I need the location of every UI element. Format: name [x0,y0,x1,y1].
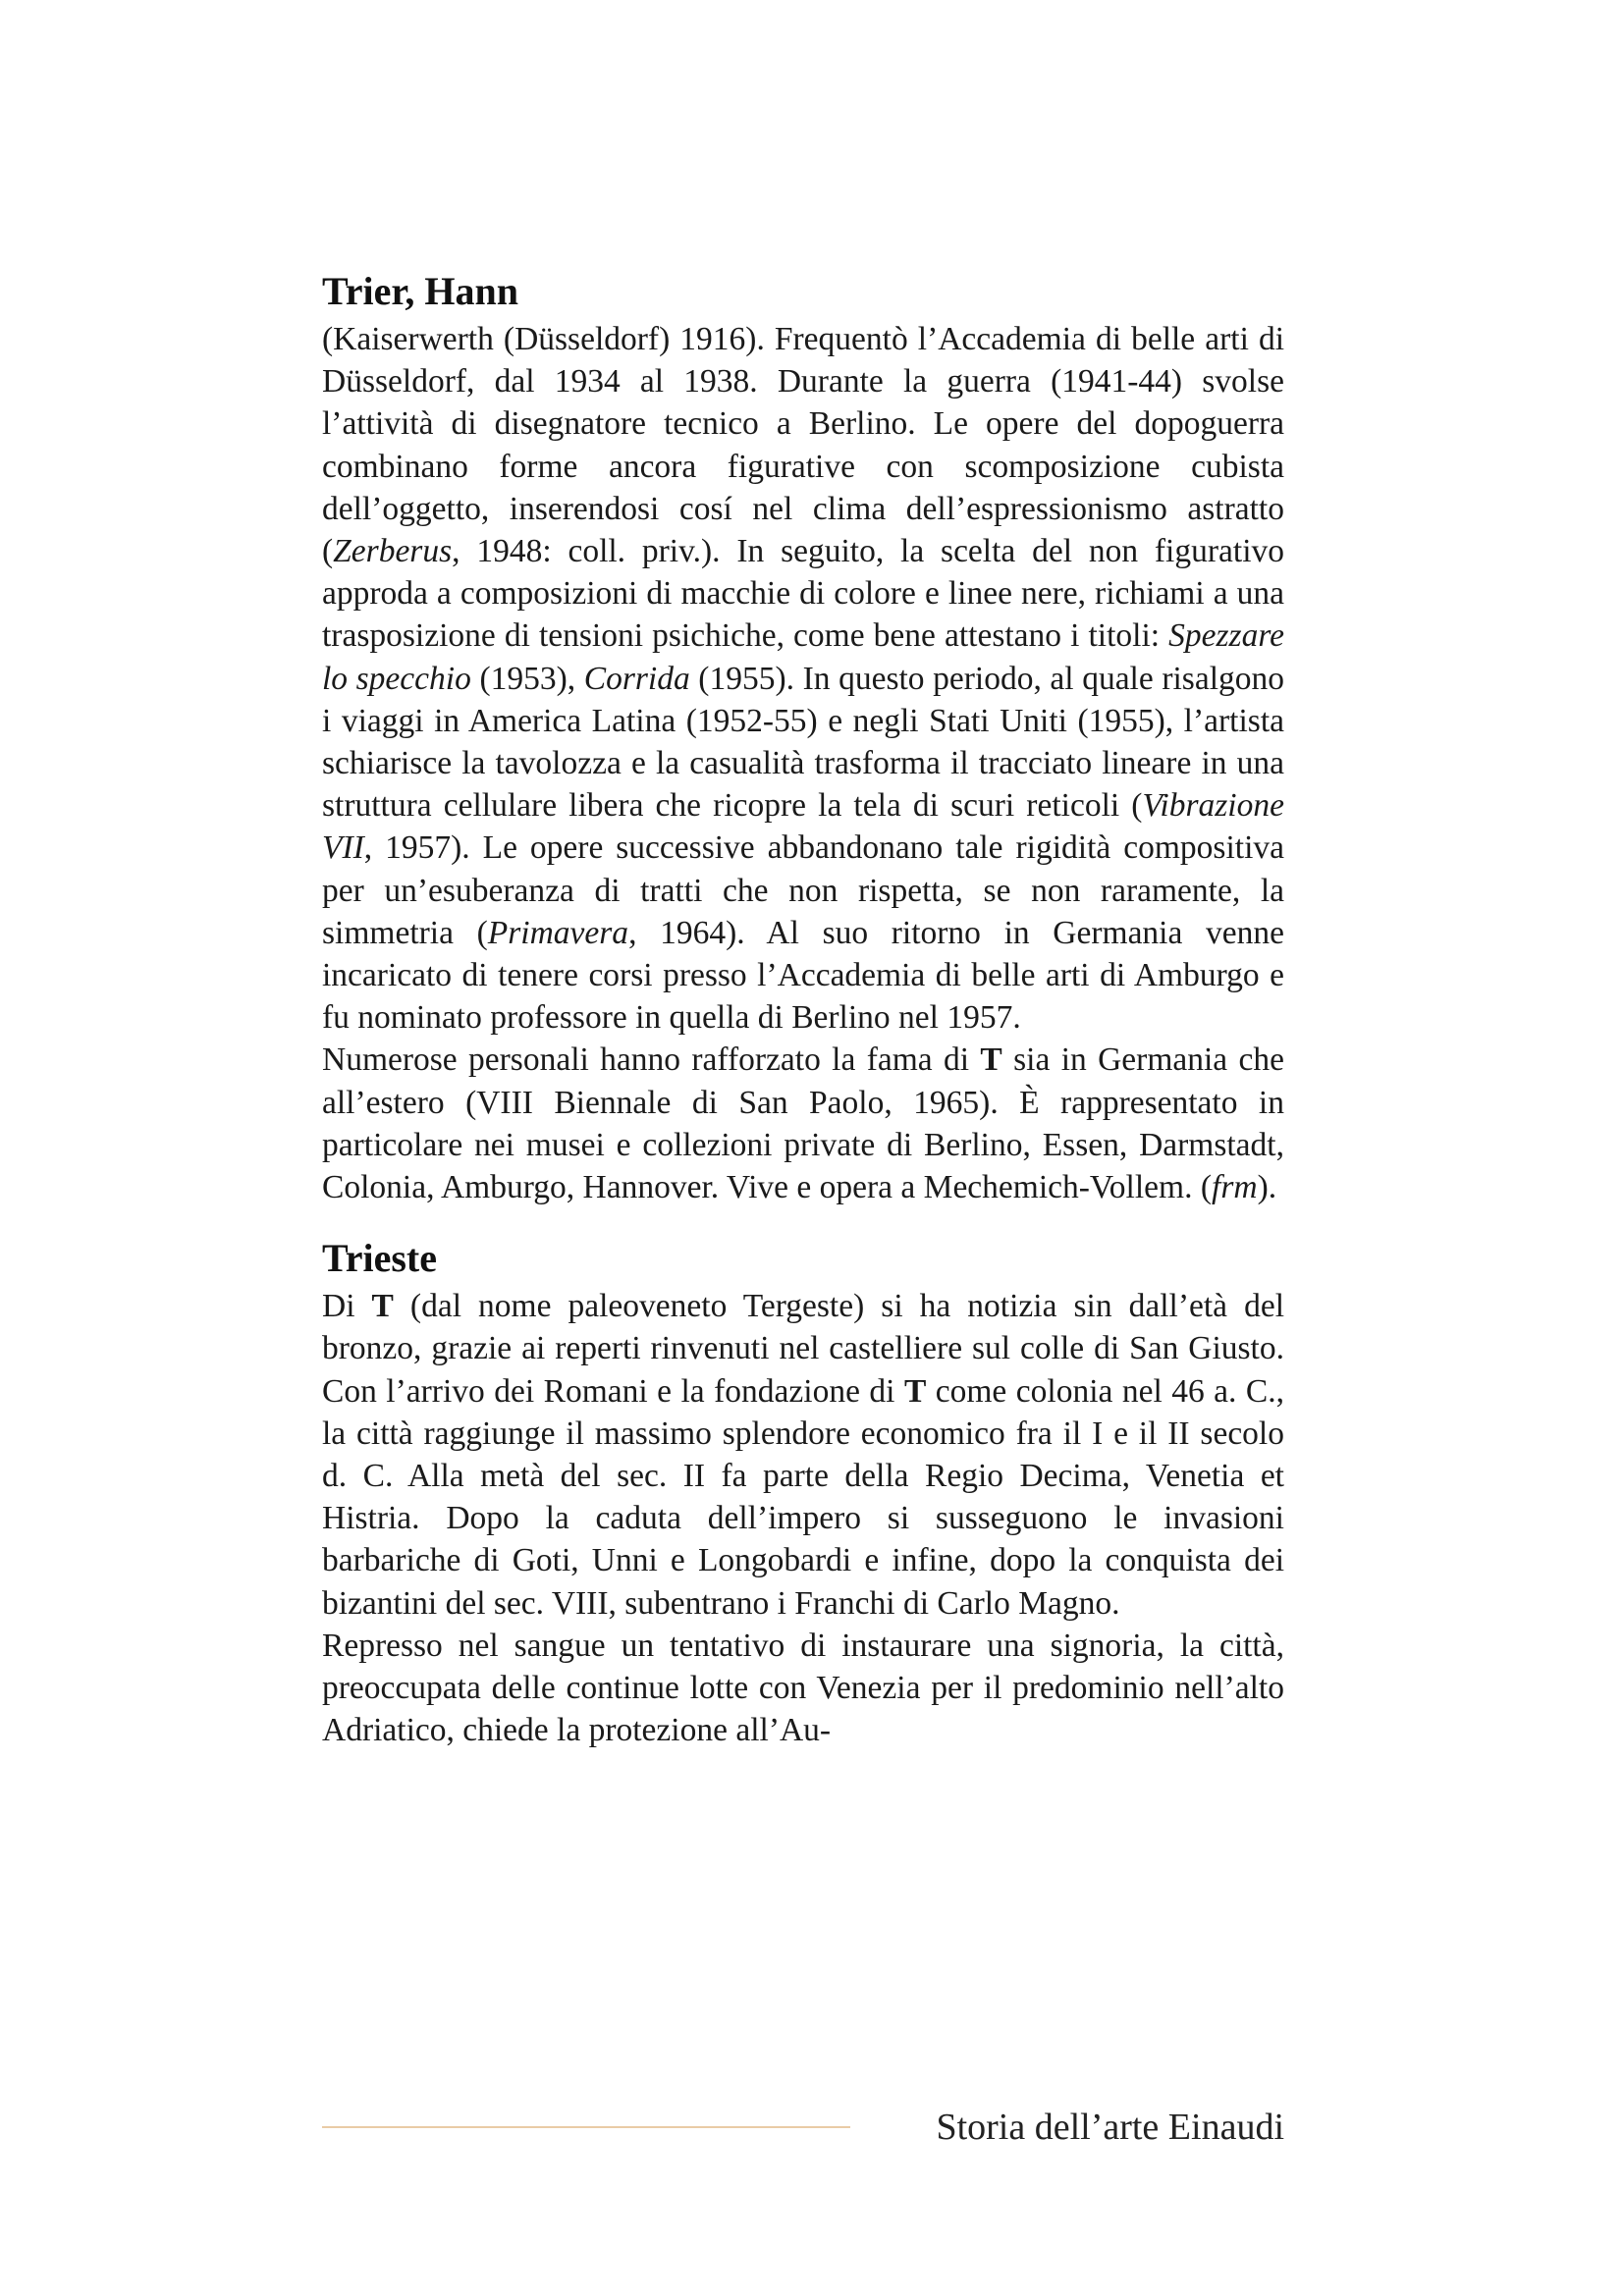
italic-title-span: frm [1212,1169,1258,1206]
italic-title-span: Spezzare lo specchio [322,617,1284,697]
page-content [322,265,1284,1752]
entry-body [322,1285,1284,1751]
entry-trier-hann [322,265,1284,1208]
paragraph [322,1285,1284,1625]
entry-body [322,318,1284,1208]
entry-trieste [322,1232,1284,1751]
entry-title: Trier, Hann [322,269,519,313]
text-run: , 1964). Al suo ritorno in Germania venne incaricato di tenere corsi presso l’Accademia di belle arti di Amburgo e fu nominato professore in quella di Berlino nel 1957. [322,914,1285,1037]
text-run: sia in Germania che all’estero (VIII Biennale di San Paolo, 1965). È rappresentato in particolare nei musei e collezioni private di Berlino, Essen, Darmstadt, Colonia, Amburgo, Hannover. Vive e opera a Mechemich-Vollem. ( [322,1041,1285,1206]
italic-title-span: Corrida [583,660,690,697]
paragraph [322,318,1284,1039]
footer-publication-title: Storia dell’arte Einaudi [936,2107,1284,2148]
text-run: , 1948: coll. priv.). In seguito, la scelta del non figurativo approda a composizioni di macchie di colore e linee nere, richiami a una trasposizione di tensioni psichiche, come bene attestano i titoli: [322,533,1284,655]
text-run: Di [322,1288,372,1325]
page-footer [322,2103,1284,2152]
italic-title-span: Vibrazione VII [322,787,1284,867]
paragraph [322,1625,1284,1752]
bold-abbrev-span: T [903,1372,927,1410]
bold-abbrev-span: T [980,1041,1002,1079]
italic-title-span: Primavera [487,914,629,951]
footer-rule [322,2126,850,2128]
text-run: ). [1257,1169,1277,1206]
text-run: , 1957). Le opere successive abbandonano tale rigidità compositiva per un’esuberanza di tratti che non rispetta, se non raramente, la simmetria ( [322,829,1284,951]
italic-title-span: Zerberus [333,533,453,570]
text-run: (1953), [470,660,584,697]
text-run: (dal nome paleoveneto Tergeste) si ha notizia sin dall’età del bronzo, grazie ai reperti rinvenuti nel castelliere sul colle di San Giusto. Con l’arrivo dei Romani e la fondazione di [322,1288,1284,1410]
text-run: (Kaiserwerth (Düsseldorf) 1916). Frequentò l’Accademia di belle arti di Düsseldorf, dal 1934 al 1938. Durante la guerra (1941-44) svolse l’attività di disegnatore tecnico a Berlino. Le opere del dopoguerra combinano forme ancora figurative con scomposizione cubista dell’oggetto, inserendosi cosí nel clima dell’espressionismo astratto ( [322,321,1284,570]
text-run: Numerose personali hanno rafforzato la fama di [322,1041,981,1079]
bold-abbrev-span: T [371,1288,394,1325]
text-run: come colonia nel 46 a. C., la città raggiunge il massimo splendore economico fra il I e il II secolo d. C. Alla metà del sec. II fa parte della Regio Decima, Venetia et Histria. Dopo la caduta dell’impero si susseguono le invasioni barbariche di Goti, Unni e Longobardi e infine, dopo la conquista dei bizantini del sec. VIII, subentrano i Franchi di Carlo Magno. [322,1372,1284,1622]
paragraph [322,1039,1284,1208]
entry-title: Trieste [322,1236,437,1281]
text-run: (1955). In questo periodo, al quale risalgono i viaggi in America Latina (1952-55) e negli Stati Uniti (1955), l’artista schiarisce la tavolozza e la casualità trasforma il tracciato lineare in una struttura cellulare libera che ricopre la tela di scuri reticoli ( [322,660,1285,825]
text-run: Represso nel sangue un tentativo di instaurare una signoria, la città, preoccupata delle continue lotte con Venezia per il predominio nell’alto Adriatico, chiede la protezione all’Au- [322,1627,1284,1749]
